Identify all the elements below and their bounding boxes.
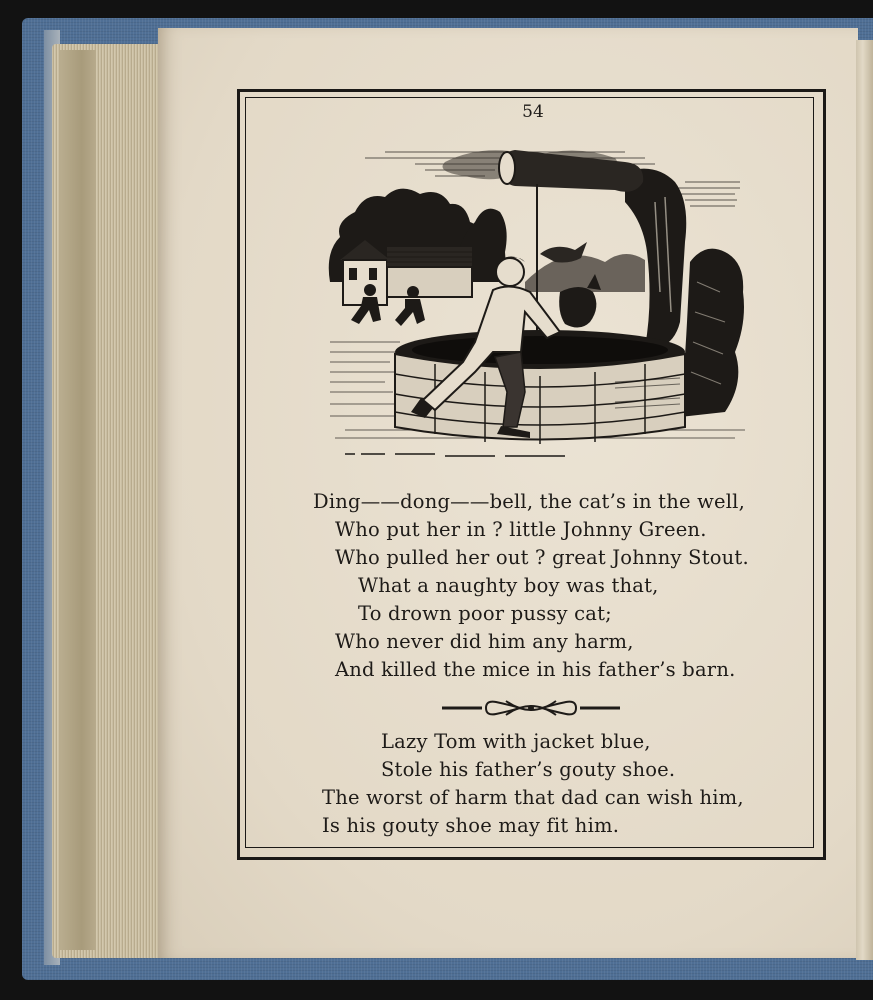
poem-line: And killed the mice in his father’s barn. xyxy=(335,658,736,681)
poem-line: Is his gouty shoe may fit him. xyxy=(322,814,620,837)
poem-line: Stole his father’s gouty shoe. xyxy=(381,758,676,781)
poem-line: The worst of harm that dad can wish him, xyxy=(322,786,744,809)
poem-line: Ding——dong——bell, the cat’s in the well, xyxy=(313,490,746,513)
ornamental-divider xyxy=(440,697,622,719)
poem-line: Who never did him any harm, xyxy=(335,630,634,653)
poem-line: Who put her in ? little Johnny Green. xyxy=(335,518,707,541)
woodcut-illustration xyxy=(325,142,750,462)
poem-line: Who pulled her out ? great Johnny Stout. xyxy=(335,546,749,569)
page-block-shadow xyxy=(60,50,96,950)
poem-line: What a naughty boy was that, xyxy=(358,574,659,597)
facing-page-edge xyxy=(856,40,873,960)
poem-line: To drown poor pussy cat; xyxy=(358,602,612,625)
page-number: 54 xyxy=(522,102,544,122)
poem-line: Lazy Tom with jacket blue, xyxy=(381,730,651,753)
